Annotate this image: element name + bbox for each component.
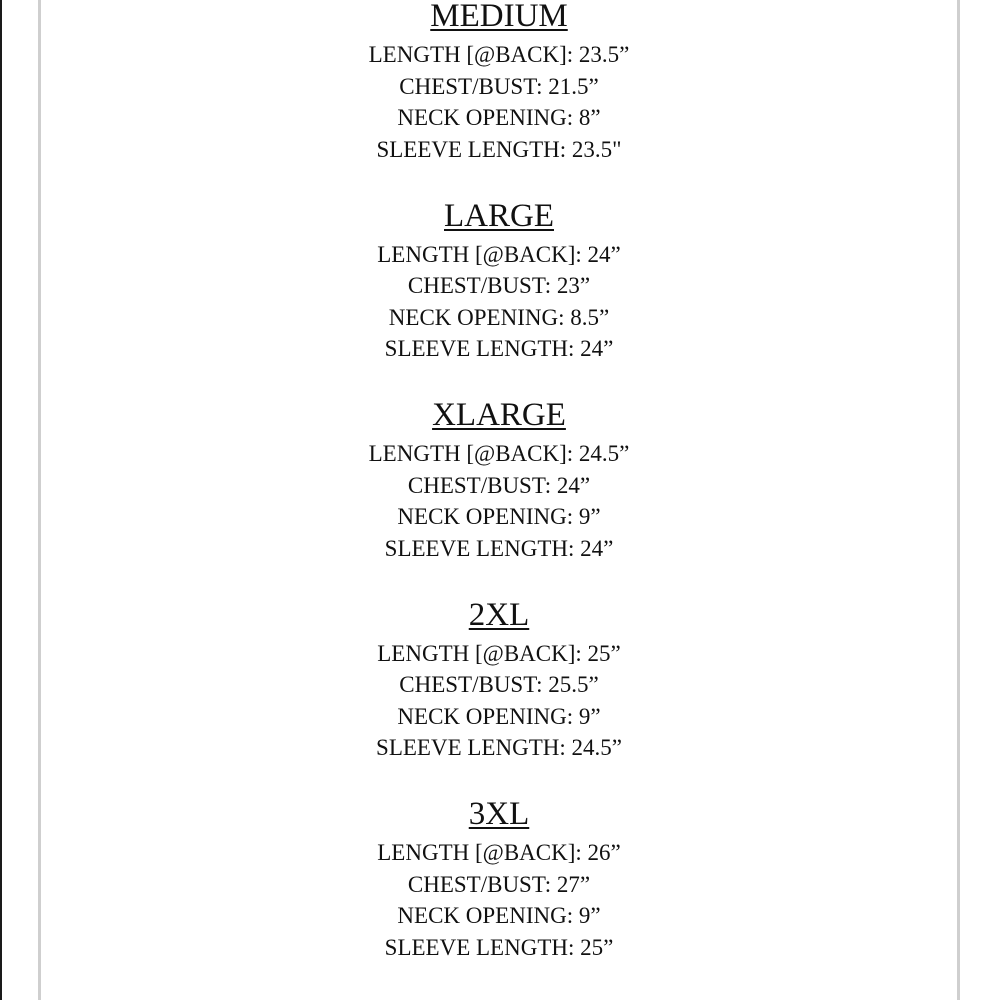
length-measurement: LENGTH [@BACK]: 26” <box>377 840 621 865</box>
length-measurement: LENGTH [@BACK]: 23.5” <box>368 42 630 67</box>
size-title: 3XL <box>468 796 530 832</box>
size-block-large <box>41 197 957 365</box>
sleeve-measurement: SLEEVE LENGTH: 25” <box>384 934 614 960</box>
length-measurement: LENGTH [@BACK]: 24.5” <box>368 441 630 466</box>
neck-measurement: NECK OPENING: 9” <box>397 903 601 928</box>
neck-measurement: NECK OPENING: 8.5” <box>388 304 610 330</box>
size-title: XLARGE <box>432 397 566 433</box>
size-block-medium <box>41 0 957 165</box>
sleeve-measurement: SLEEVE LENGTH: 24” <box>384 336 614 361</box>
size-title: LARGE <box>444 197 554 234</box>
document-page <box>38 0 960 1000</box>
size-block-2xl <box>41 596 957 764</box>
left-window-edge <box>0 0 2 1000</box>
chest-measurement: CHEST/BUST: 21.5” <box>399 73 599 99</box>
size-block-3xl <box>41 798 957 963</box>
neck-measurement: NECK OPENING: 9” <box>397 504 601 529</box>
chest-measurement: CHEST/BUST: 25.5” <box>399 672 599 697</box>
sleeve-measurement: SLEEVE LENGTH: 24” <box>384 535 614 561</box>
chest-measurement: CHEST/BUST: 23” <box>407 273 591 298</box>
neck-measurement: NECK OPENING: 8” <box>397 105 601 130</box>
size-title: 2XL <box>468 596 530 633</box>
neck-measurement: NECK OPENING: 9” <box>397 703 601 729</box>
chest-measurement: CHEST/BUST: 27” <box>407 871 591 897</box>
length-measurement: LENGTH [@BACK]: 24” <box>377 241 621 267</box>
sleeve-measurement: SLEEVE LENGTH: 23.5" <box>376 136 622 162</box>
size-title: MEDIUM <box>430 0 568 34</box>
chest-measurement: CHEST/BUST: 24” <box>407 472 591 498</box>
size-chart <box>41 0 957 963</box>
sleeve-measurement: SLEEVE LENGTH: 24.5” <box>376 735 622 760</box>
size-block-xlarge <box>41 399 957 564</box>
length-measurement: LENGTH [@BACK]: 25” <box>377 640 621 666</box>
